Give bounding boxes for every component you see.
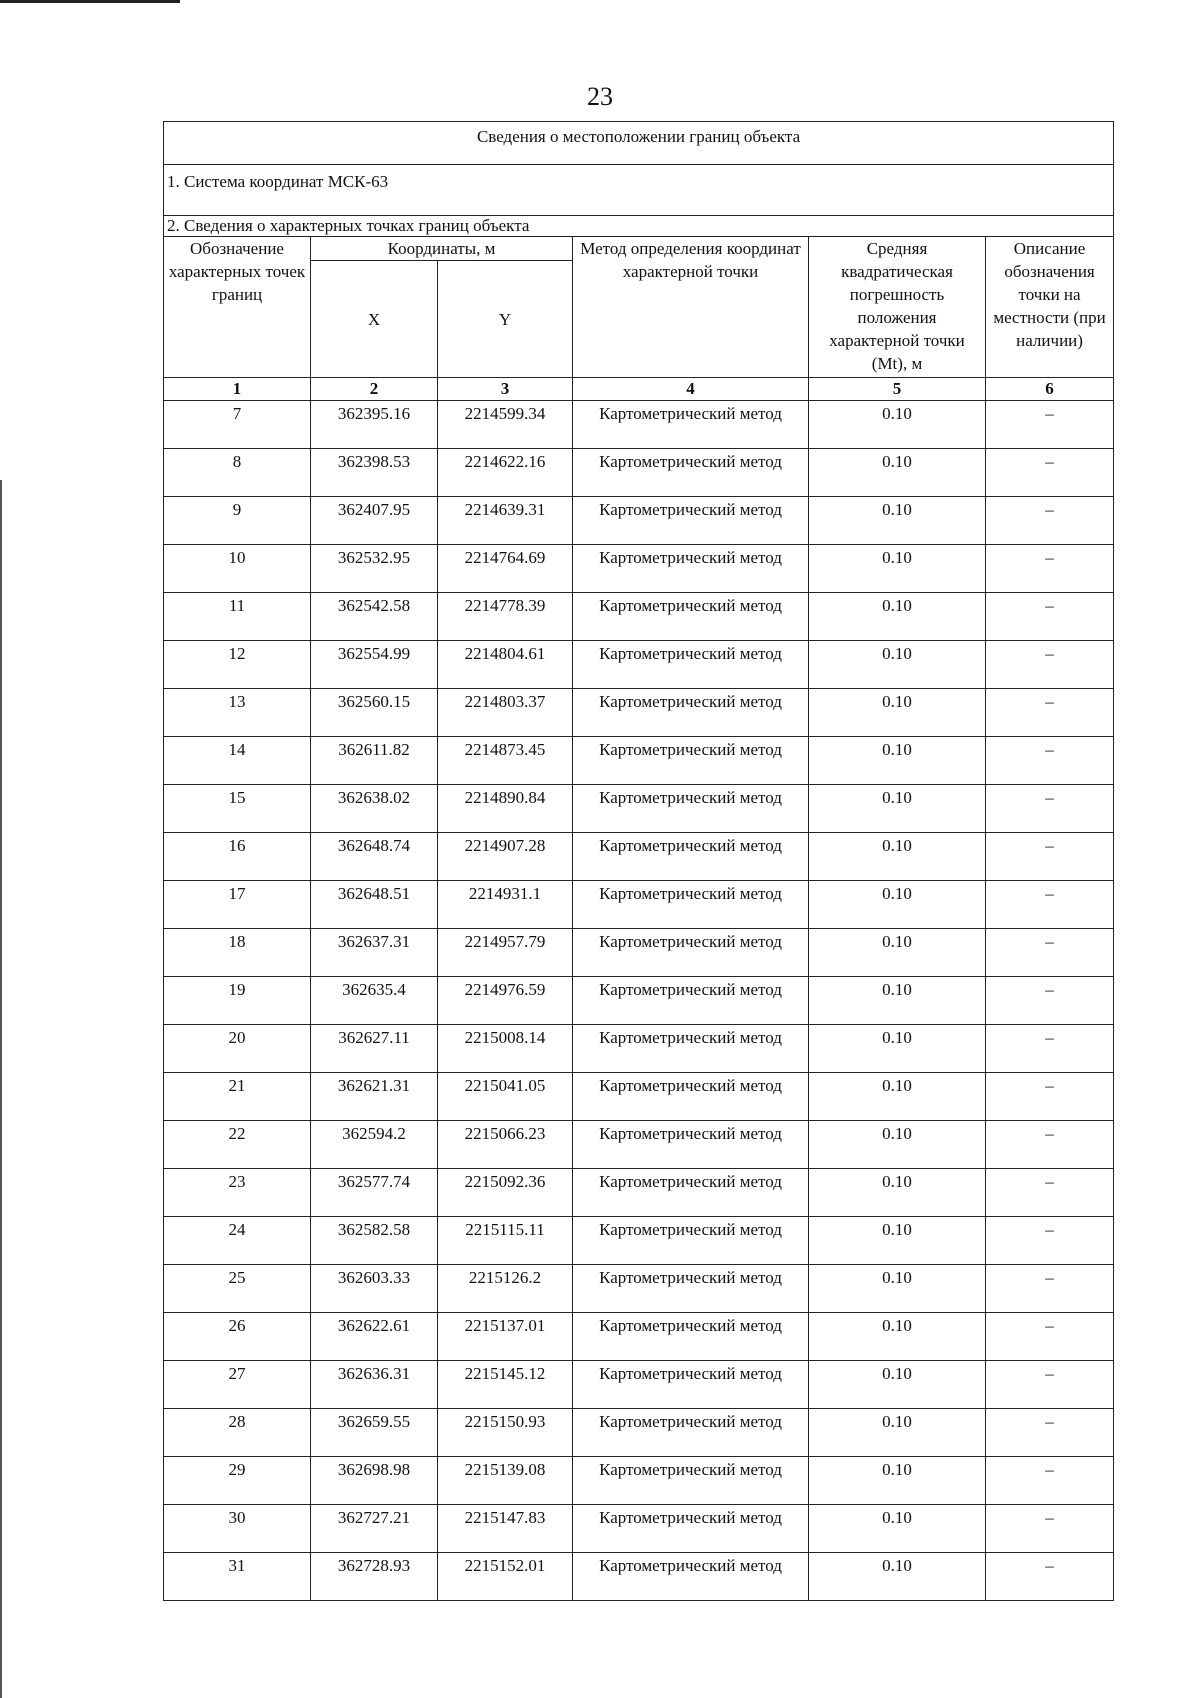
description-cell: –: [986, 1553, 1114, 1601]
method-cell: Картометрический метод: [573, 737, 809, 785]
page-number: 23: [587, 82, 613, 111]
point-cell: 28: [164, 1409, 311, 1457]
error-cell: 0.10: [809, 737, 986, 785]
x-coordinate-cell: 362395.16: [311, 401, 438, 449]
point-cell: 10: [164, 545, 311, 593]
description-cell: –: [986, 689, 1114, 737]
scan-artifact-left: [0, 480, 2, 1698]
table-row: [164, 833, 1114, 881]
method-cell: Картометрический метод: [573, 1505, 809, 1553]
y-coordinate-cell: 2215150.93: [438, 1409, 573, 1457]
method-cell: Картометрический метод: [573, 1313, 809, 1361]
description-cell: –: [986, 1121, 1114, 1169]
table-row: [164, 1073, 1114, 1121]
y-coordinate-cell: 2215126.2: [438, 1265, 573, 1313]
error-cell: 0.10: [809, 689, 986, 737]
description-cell: –: [986, 545, 1114, 593]
error-cell: 0.10: [809, 1265, 986, 1313]
y-coordinate-cell: 2214890.84: [438, 785, 573, 833]
method-cell: Картометрический метод: [573, 593, 809, 641]
table-row: [164, 1457, 1114, 1505]
error-cell: 0.10: [809, 977, 986, 1025]
method-cell: Картометрический метод: [573, 641, 809, 689]
point-cell: 14: [164, 737, 311, 785]
method-cell: Картометрический метод: [573, 1025, 809, 1073]
point-cell: 9: [164, 497, 311, 545]
method-cell: Картометрический метод: [573, 1457, 809, 1505]
point-cell: 16: [164, 833, 311, 881]
column-numbers-row: [164, 378, 1114, 401]
description-cell: –: [986, 929, 1114, 977]
point-cell: 20: [164, 1025, 311, 1073]
table-row: [164, 401, 1114, 449]
x-coordinate-cell: 362560.15: [311, 689, 438, 737]
table-row: [164, 977, 1114, 1025]
x-coordinate-cell: 362577.74: [311, 1169, 438, 1217]
error-cell: 0.10: [809, 497, 986, 545]
description-cell: –: [986, 1265, 1114, 1313]
method-cell: Картометрический метод: [573, 1361, 809, 1409]
y-coordinate-cell: 2214931.1: [438, 881, 573, 929]
y-coordinate-cell: 2215115.11: [438, 1217, 573, 1265]
x-coordinate-cell: 362698.98: [311, 1457, 438, 1505]
method-cell: Картометрический метод: [573, 497, 809, 545]
x-coordinate-cell: 362407.95: [311, 497, 438, 545]
x-coordinate-cell: 362621.31: [311, 1073, 438, 1121]
description-cell: –: [986, 401, 1114, 449]
y-coordinate-cell: 2214622.16: [438, 449, 573, 497]
table-row: [164, 1121, 1114, 1169]
column-number: 2: [311, 378, 438, 401]
y-coordinate-cell: 2214778.39: [438, 593, 573, 641]
description-cell: –: [986, 1505, 1114, 1553]
column-number: 5: [809, 378, 986, 401]
boundary-points-table: [163, 121, 1114, 1601]
error-cell: 0.10: [809, 1313, 986, 1361]
y-coordinate-cell: 2214803.37: [438, 689, 573, 737]
column-number: 1: [164, 378, 311, 401]
error-cell: 0.10: [809, 1073, 986, 1121]
method-cell: Картометрический метод: [573, 1121, 809, 1169]
y-coordinate-cell: 2215152.01: [438, 1553, 573, 1601]
description-cell: –: [986, 449, 1114, 497]
table-title: Сведения о местоположении границ объекта: [164, 122, 1114, 165]
method-cell: Картометрический метод: [573, 1265, 809, 1313]
error-cell: 0.10: [809, 929, 986, 977]
method-cell: Картометрический метод: [573, 449, 809, 497]
error-cell: 0.10: [809, 545, 986, 593]
table-row: [164, 497, 1114, 545]
description-cell: –: [986, 785, 1114, 833]
y-coordinate-cell: 2215041.05: [438, 1073, 573, 1121]
x-coordinate-cell: 362728.93: [311, 1553, 438, 1601]
x-coordinate-cell: 362611.82: [311, 737, 438, 785]
table-row: [164, 929, 1114, 977]
table-row: [164, 785, 1114, 833]
description-cell: –: [986, 737, 1114, 785]
table-row: [164, 881, 1114, 929]
error-cell: 0.10: [809, 1409, 986, 1457]
section-title-row: [164, 216, 1114, 237]
y-coordinate-cell: 2214764.69: [438, 545, 573, 593]
description-cell: –: [986, 833, 1114, 881]
table-title-row: [164, 122, 1114, 165]
y-coordinate-cell: 2215139.08: [438, 1457, 573, 1505]
point-cell: 12: [164, 641, 311, 689]
x-coordinate-cell: 362627.11: [311, 1025, 438, 1073]
x-coordinate-cell: 362594.2: [311, 1121, 438, 1169]
point-cell: 24: [164, 1217, 311, 1265]
description-cell: –: [986, 1313, 1114, 1361]
header-point-designation: Обозначение характерных точек границ: [164, 237, 311, 378]
method-cell: Картометрический метод: [573, 689, 809, 737]
point-cell: 8: [164, 449, 311, 497]
method-cell: Картометрический метод: [573, 1217, 809, 1265]
method-cell: Картометрический метод: [573, 929, 809, 977]
point-cell: 23: [164, 1169, 311, 1217]
point-cell: 31: [164, 1553, 311, 1601]
y-coordinate-cell: 2215145.12: [438, 1361, 573, 1409]
y-coordinate-cell: 2214976.59: [438, 977, 573, 1025]
error-cell: 0.10: [809, 1361, 986, 1409]
x-coordinate-cell: 362637.31: [311, 929, 438, 977]
x-coordinate-cell: 362582.58: [311, 1217, 438, 1265]
description-cell: –: [986, 1217, 1114, 1265]
y-coordinate-cell: 2214599.34: [438, 401, 573, 449]
error-cell: 0.10: [809, 1217, 986, 1265]
error-cell: 0.10: [809, 1457, 986, 1505]
description-cell: –: [986, 1025, 1114, 1073]
y-coordinate-cell: 2215092.36: [438, 1169, 573, 1217]
method-cell: Картометрический метод: [573, 545, 809, 593]
table-row: [164, 1553, 1114, 1601]
x-coordinate-cell: 362398.53: [311, 449, 438, 497]
table-row: [164, 449, 1114, 497]
description-cell: –: [986, 1169, 1114, 1217]
column-number: 6: [986, 378, 1114, 401]
header-row-1: [164, 237, 1114, 261]
point-cell: 25: [164, 1265, 311, 1313]
table-row: [164, 1505, 1114, 1553]
x-coordinate-cell: 362603.33: [311, 1265, 438, 1313]
y-coordinate-cell: 2215008.14: [438, 1025, 573, 1073]
x-coordinate-cell: 362635.4: [311, 977, 438, 1025]
x-coordinate-cell: 362638.02: [311, 785, 438, 833]
description-cell: –: [986, 977, 1114, 1025]
column-number: 3: [438, 378, 573, 401]
point-cell: 18: [164, 929, 311, 977]
point-cell: 7: [164, 401, 311, 449]
description-cell: –: [986, 641, 1114, 689]
header-method: Метод определения координат характерной точки: [573, 237, 809, 378]
point-cell: 27: [164, 1361, 311, 1409]
method-cell: Картометрический метод: [573, 1169, 809, 1217]
x-coordinate-cell: 362542.58: [311, 593, 438, 641]
error-cell: 0.10: [809, 641, 986, 689]
y-coordinate-cell: 2215066.23: [438, 1121, 573, 1169]
error-cell: 0.10: [809, 1553, 986, 1601]
table-row: [164, 1409, 1114, 1457]
x-coordinate-cell: 362727.21: [311, 1505, 438, 1553]
x-coordinate-cell: 362636.31: [311, 1361, 438, 1409]
y-coordinate-cell: 2215147.83: [438, 1505, 573, 1553]
description-cell: –: [986, 881, 1114, 929]
coordinate-system-row: [164, 165, 1114, 216]
error-cell: 0.10: [809, 1169, 986, 1217]
error-cell: 0.10: [809, 593, 986, 641]
description-cell: –: [986, 1361, 1114, 1409]
x-coordinate-cell: 362532.95: [311, 545, 438, 593]
table-row: [164, 593, 1114, 641]
column-number: 4: [573, 378, 809, 401]
point-cell: 19: [164, 977, 311, 1025]
point-cell: 15: [164, 785, 311, 833]
header-coordinates: Координаты, м: [311, 237, 573, 261]
x-coordinate-cell: 362648.74: [311, 833, 438, 881]
error-cell: 0.10: [809, 449, 986, 497]
description-cell: –: [986, 497, 1114, 545]
description-cell: –: [986, 1409, 1114, 1457]
table-row: [164, 545, 1114, 593]
method-cell: Картометрический метод: [573, 977, 809, 1025]
header-y: Y: [438, 261, 573, 378]
point-cell: 22: [164, 1121, 311, 1169]
table-row: [164, 689, 1114, 737]
point-cell: 21: [164, 1073, 311, 1121]
y-coordinate-cell: 2214907.28: [438, 833, 573, 881]
y-coordinate-cell: 2214957.79: [438, 929, 573, 977]
y-coordinate-cell: 2214804.61: [438, 641, 573, 689]
coordinate-system: 1. Система координат МСК-63: [164, 165, 1114, 216]
x-coordinate-cell: 362659.55: [311, 1409, 438, 1457]
point-cell: 29: [164, 1457, 311, 1505]
method-cell: Картометрический метод: [573, 785, 809, 833]
error-cell: 0.10: [809, 1505, 986, 1553]
table-row: [164, 1169, 1114, 1217]
header-x: X: [311, 261, 438, 378]
section-title: 2. Сведения о характерных точках границ объекта: [164, 216, 1114, 237]
table-row: [164, 641, 1114, 689]
table-row: [164, 1265, 1114, 1313]
table-row: [164, 737, 1114, 785]
x-coordinate-cell: 362622.61: [311, 1313, 438, 1361]
table-row: [164, 1313, 1114, 1361]
error-cell: 0.10: [809, 401, 986, 449]
x-coordinate-cell: 362648.51: [311, 881, 438, 929]
method-cell: Картометрический метод: [573, 1073, 809, 1121]
y-coordinate-cell: 2215137.01: [438, 1313, 573, 1361]
error-cell: 0.10: [809, 1025, 986, 1073]
header-description: Описание обозначения точки на местности (при наличии): [986, 237, 1114, 378]
description-cell: –: [986, 1073, 1114, 1121]
error-cell: 0.10: [809, 1121, 986, 1169]
error-cell: 0.10: [809, 833, 986, 881]
table-row: [164, 1217, 1114, 1265]
y-coordinate-cell: 2214873.45: [438, 737, 573, 785]
table-row: [164, 1361, 1114, 1409]
point-cell: 17: [164, 881, 311, 929]
method-cell: Картометрический метод: [573, 881, 809, 929]
point-cell: 13: [164, 689, 311, 737]
error-cell: 0.10: [809, 881, 986, 929]
point-cell: 26: [164, 1313, 311, 1361]
point-cell: 11: [164, 593, 311, 641]
x-coordinate-cell: 362554.99: [311, 641, 438, 689]
y-coordinate-cell: 2214639.31: [438, 497, 573, 545]
error-cell: 0.10: [809, 785, 986, 833]
method-cell: Картометрический метод: [573, 1553, 809, 1601]
method-cell: Картометрический метод: [573, 1409, 809, 1457]
point-cell: 30: [164, 1505, 311, 1553]
table-row: [164, 1025, 1114, 1073]
description-cell: –: [986, 1457, 1114, 1505]
method-cell: Картометрический метод: [573, 833, 809, 881]
description-cell: –: [986, 593, 1114, 641]
scan-artifact-top: [0, 0, 180, 3]
header-error: Средняя квадратическая погрешность положения характерной точки (Mt), м: [809, 237, 986, 378]
method-cell: Картометрический метод: [573, 401, 809, 449]
